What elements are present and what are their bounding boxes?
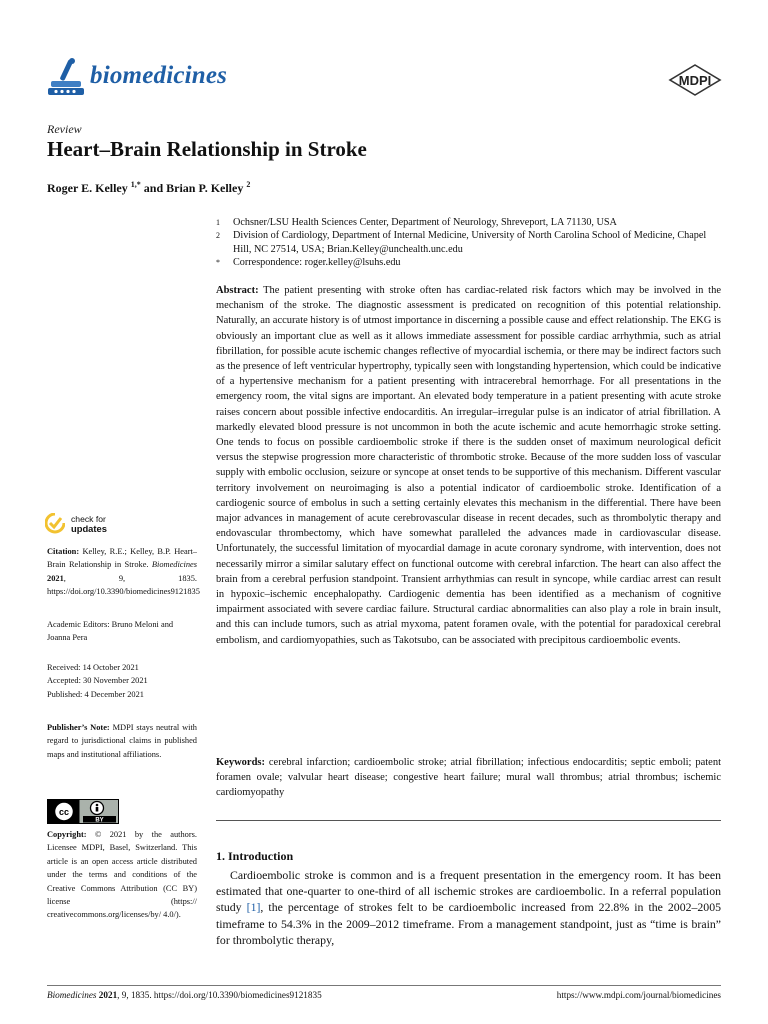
publisher-note-text: MDPI stays neutral with regard to jurisdictional claims in published maps and institutional affiliations. — [47, 723, 197, 759]
footer-url[interactable]: https://www.mdpi.com/journal/biomedicines — [556, 990, 721, 1000]
academic-editors: Academic Editors: Bruno Meloni and Joanna Pera — [47, 620, 174, 643]
cc-license-icon[interactable] — [47, 799, 119, 824]
affiliation-text: Ochsner/LSU Health Sciences Center, Department of Neurology, Shreveport, LA 71130, USA — [233, 217, 617, 228]
copyright-text: © 2021 by the authors. Licensee MDPI, Basel, Switzerland. This article is an open access article distributed under the terms and conditions of the Creative Commons Attribution (CC BY) license (https:// creativecommons.org/licenses/by/ 4.0/). — [47, 830, 198, 920]
section-title: 1. Introduction — [216, 849, 294, 863]
citation-block — [47, 545, 200, 599]
affiliation-mark: 1 — [216, 218, 220, 227]
svg-text:cc: cc — [58, 807, 70, 817]
abstract — [216, 283, 721, 648]
author-name[interactable]: Roger E. Kelley — [47, 181, 128, 195]
footer-divider — [47, 985, 721, 986]
section-divider — [216, 820, 721, 821]
citation-doi[interactable]: , 9, 1835. https://doi.org/10.3390/biomedicines9121835 — [47, 573, 200, 597]
journal-logo-icon — [45, 55, 87, 99]
journal-name: biomedicines — [90, 62, 228, 89]
license-badge-label: BY — [95, 817, 104, 824]
affiliations — [216, 216, 721, 269]
affiliation — [216, 216, 721, 229]
citation-label: Citation: — [47, 547, 80, 556]
article-type: Review — [47, 122, 82, 136]
footer-citation — [47, 990, 322, 1000]
intro-paragraph — [216, 867, 721, 948]
copyright-label: Copyright: — [47, 830, 87, 839]
abstract-text: The patient presenting with stroke often has cardiac-related risk factors which may be involved in the mechanism of the stroke. The diagnostic assessment is predicated on recognition of this potential relationship. Naturally, an accurate history is of utmost importance in discerning a possible cause and effect relationship. The EKG is obviously an important clue as well as it allows immediate assessment for possible cardiac arrhythmia, such as atrial fibrillation, for possible acute ischemic changes reflective of myocardial ischemia, or there may be indirect factors such as the presence of left ventricular hypertrophy, typically seen with longstanding hypertension, which could be indicative of a hypertensive mechanism for a patient presenting with intracerebral hemorrhage. For all presentations in the emergency room, the vital signs are important. An elevated body temperature in a patient presenting with acute stroke raises concern about possible infective endocarditis. An irregular–irregular pulse is an indicator of atrial fibrillation. A markedly elevated blood pressure is not uncommon in both the acute ischemic and acute hemorrhagic stroke setting. One tends to focus on possible cardioembolic stroke if there is the sudden onset of maximum neurological deficit versus the stepwise progression more characteristic of thrombotic stroke. Because of the more sudden loss of vascular supply with embolic occlusion, seizure or syncope at onset tends to be supportive of this mechanism. Different vascular territory involvement on neuroimaging is also a potential indicator of cardioembolic stroke. Identification of a cardiogenic source of embolus in such a setting certainly elevates this mechanism in the differential. There have been major advances in management of acute cerebrovascular disease in recent decades, such as thrombolytic therapy and endovascular thrombectomy, which have somewhat paralleled the advances made in cardiovascular disease. Unfortunately, the successful limitation of myocardial damage in acute coronary syndrome, with intervention, does not necessarily mirror a similar salutary effect on functional outcome with cerebral infarction. The heart can also affect the brain from a cerebral perfusion standpoint. Transient arrhythmias can result in syncope, while cardiac arrest can result in hypoxic–ischemic encephalopathy. Cardiogenic dementia has been identified as a mechanism of cognitive impairment associated with severe cardiac failure. Structural cardiac abnormalities can also play a role in brain insult, and this can include tumors, such as atrial myxoma, patent foramen ovale, with the potential for paradoxical cerebral embolism, and cardiomyopathies, such as Takotsubo, can be associated with precipitous cardioembolic events. — [216, 285, 721, 646]
article-title: Heart–Brain Relationship in Stroke — [47, 137, 367, 161]
citation-text: Kelley, R.E.; Kelley, B.P. Heart–Brain Relationship in Stroke. — [47, 547, 197, 570]
keywords-text: cerebral infarction; cardioembolic stroke; atrial fibrillation; infectious endocarditis; septic emboli; patent foramen ovale; valvular heart disease; congestive heart failure; mural wall thrombus; atrial thrombus; ischemic cardiomyopathy — [216, 757, 721, 799]
footer-journal: Biomedicines — [47, 990, 97, 1000]
author-name[interactable]: Brian P. Kelley — [166, 181, 244, 195]
keywords-label: Keywords: — [216, 757, 265, 768]
author-affil-mark: 2 — [246, 180, 251, 189]
keywords — [216, 755, 721, 801]
affiliation — [216, 229, 721, 256]
author-and: and — [143, 181, 164, 195]
affiliation-text: Division of Cardiology, Department of Internal Medicine, University of North Carolina School of Medicine, Chapel Hill, NC 27514, USA; Brian.Kelley@unchealth.unc.edu — [233, 230, 707, 255]
affiliation-text: Correspondence: roger.kelley@lsuhs.edu — [233, 256, 401, 268]
check-updates-line1: check for — [71, 514, 106, 524]
mdpi-logo — [667, 64, 723, 103]
publisher-name: MDPI — [678, 73, 712, 88]
affiliation-mark: * — [216, 257, 220, 267]
intro-text: , the percentage of strokes felt to be cardioembolic increased from 22.8% in the 2002–2005 timeframe to 54.3% in the 2009–2012 timeframe. From a management standpoint, just as “time is brain” for thrombolytic therapy, — [216, 900, 721, 947]
date-accepted: Accepted: 30 November 2021 — [47, 676, 148, 686]
copyright-block — [47, 828, 197, 922]
author-affil-mark: 1,* — [130, 180, 141, 189]
dates — [47, 661, 197, 701]
affiliation-mark: 2 — [216, 231, 220, 241]
publisher-note — [47, 721, 197, 761]
mdpi-logo-icon — [667, 64, 723, 98]
date-received: Received: 14 October 2021 — [47, 663, 139, 672]
affiliation — [216, 256, 721, 269]
intro-text: Cardioembolic stroke is common and is a frequent presentation in the emergency room. It has been estimated that one-quarter to one-third of all ischemic strokes are cardioembolic. In a referral population study — [216, 868, 721, 915]
footer-doi[interactable]: , 9, 1835. https://doi.org/10.3390/biomedicines9121835 — [117, 990, 322, 1000]
citation-year: 2021 — [47, 573, 64, 583]
date-published: Published: 4 December 2021 — [47, 689, 144, 699]
check-updates-line2: updates — [71, 523, 107, 534]
author-list — [47, 180, 250, 196]
footer-year: 2021 — [98, 990, 118, 1000]
publisher-note-label: Publisher’s Note: — [47, 723, 110, 732]
check-for-updates-badge[interactable] — [45, 513, 107, 535]
citation-link[interactable]: [1] — [246, 900, 261, 915]
abstract-label: Abstract: — [216, 285, 259, 296]
citation-journal: Biomedicines — [151, 560, 198, 570]
check-for-updates-icon — [45, 513, 65, 535]
